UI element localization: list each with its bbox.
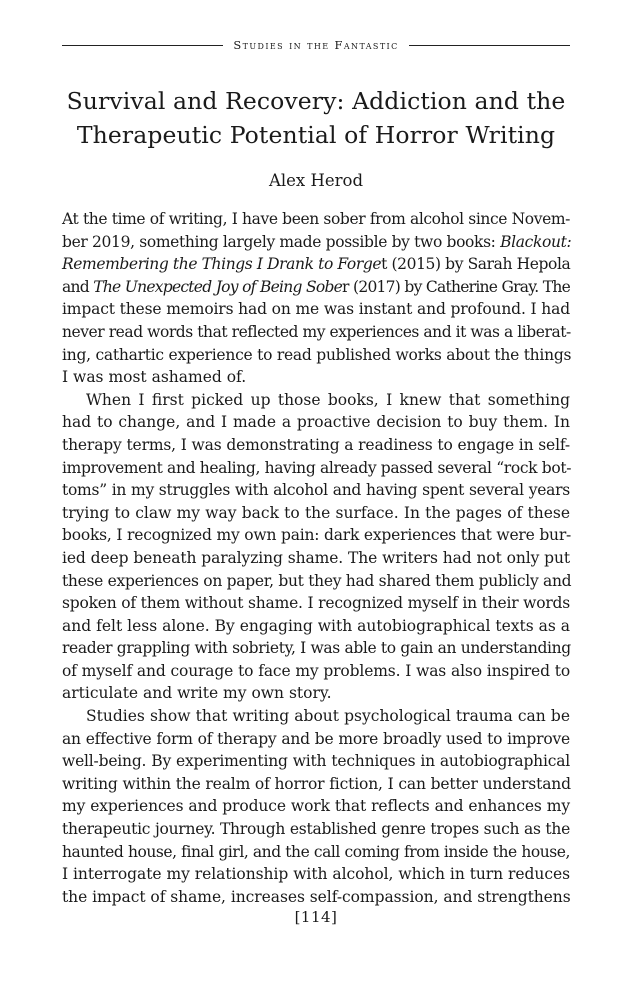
text-line: an effective form of therapy and be more broadly used to improve xyxy=(62,729,570,748)
text-line: reader grappling with sobriety, I was able to gain an understanding xyxy=(62,639,571,658)
text-line: ied deep beneath paralyzing shame. The writers had not only put xyxy=(62,548,570,567)
text-line: therapy terms, I was demonstrating a readiness to engage in self- xyxy=(62,435,570,454)
text-line: spoken of them without shame. I recognized myself in their words xyxy=(62,594,571,613)
text-line: of myself and courage to face my problems. I was also inspired to xyxy=(62,661,570,680)
article-body xyxy=(62,208,570,908)
article-title-line-2: Therapeutic Potential of Horror Writing xyxy=(76,121,556,149)
author-name: Alex Herod xyxy=(268,171,364,190)
text-line: writing within the realm of horror fiction, I can better understand xyxy=(62,774,571,793)
text-line: When I first picked up those books, I knew that something xyxy=(86,390,570,409)
text-line: I interrogate my relationship with alcohol, which in turn reduces xyxy=(62,865,570,884)
page-number: [114] xyxy=(294,908,338,926)
text-line: never read words that reflected my experiences and it was a liberat- xyxy=(62,322,571,341)
text-line: Remembering the Things I Drank to Forget (2015) by Sarah Hepola xyxy=(62,255,571,274)
running-title: Studies in the Fantastic xyxy=(233,38,399,52)
text-line: At the time of writing, I have been sober from alcohol since Novem- xyxy=(62,210,570,228)
text-line: trying to claw my way back to the surface. In the pages of these xyxy=(62,503,570,522)
text-line: well-being. By experimenting with techniques in autobiographical xyxy=(62,752,570,771)
article-title-line-1: Survival and Recovery: Addiction and the xyxy=(66,87,566,115)
text-line: my experiences and produce work that reflects and enhances my xyxy=(62,797,570,816)
text-line: books, I recognized my own pain: dark experiences that were bur- xyxy=(62,526,572,545)
text-line: had to change, and I made a proactive decision to buy them. In xyxy=(62,413,570,432)
header-rule-right xyxy=(409,45,570,46)
text-line: ber 2019, something largely made possible by two books: Blackout: xyxy=(62,232,572,251)
paragraph-3 xyxy=(62,705,570,908)
text-line: haunted house, final girl, and the call coming from inside the house, xyxy=(62,842,570,861)
text-line: Studies show that writing about psychological trauma can be xyxy=(86,707,570,726)
text-line: improvement and healing, having already passed several “rock bot- xyxy=(62,458,572,477)
text-line: and The Unexpected Joy of Being Sober (2017) by Catherine Gray. The xyxy=(62,277,570,296)
text-line: articulate and write my own story. xyxy=(62,684,332,703)
text-line: therapeutic journey. Through established genre tropes such as the xyxy=(62,820,570,839)
running-header xyxy=(62,38,570,52)
text-line: the impact of shame, increases self-compassion, and strengthens xyxy=(62,887,571,906)
text-line: these experiences on paper, but they had shared them publicly and xyxy=(62,571,572,590)
text-line: toms” in my struggles with alcohol and having spent several years xyxy=(62,481,570,500)
article-title xyxy=(62,84,570,152)
paragraph-1 xyxy=(62,208,570,389)
text-line: and felt less alone. By engaging with autobiographical texts as a xyxy=(62,616,570,635)
text-line: I was most ashamed of. xyxy=(62,368,247,387)
text-line: ing, cathartic experience to read published works about the things xyxy=(62,345,572,364)
paragraph-2 xyxy=(62,389,570,705)
text-line: impact these memoirs had on me was instant and profound. I had xyxy=(62,300,570,319)
header-rule-left xyxy=(62,45,223,46)
